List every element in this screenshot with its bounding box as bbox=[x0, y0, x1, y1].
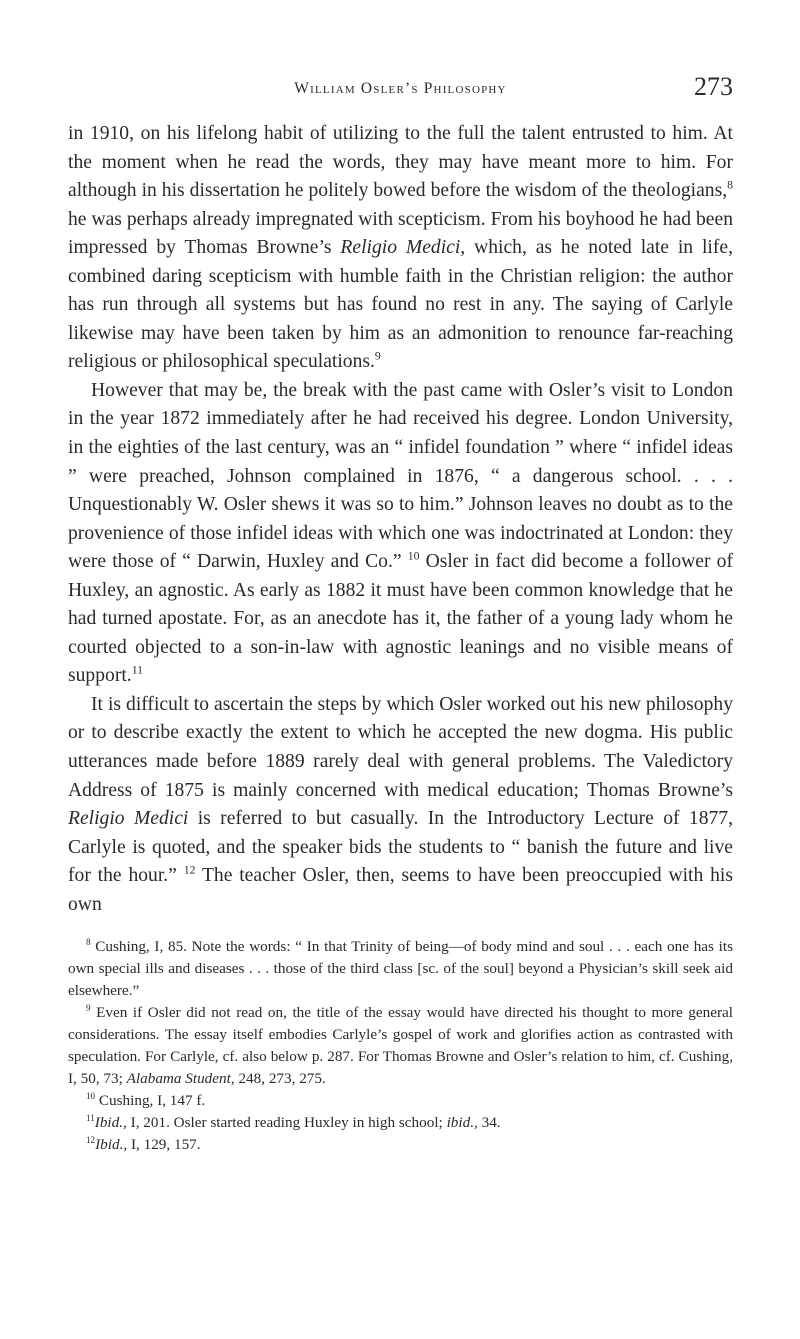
text-run: which, as he noted late in life, combined daring scepticism with humble faith in the Christian religion: the author has run through all systems but has found no rest in any. The saying of Carlyle likewise may have been taken by him as an admonition to renounce far-reaching religious or philosophical speculations. bbox=[68, 237, 733, 373]
book-title-italic: Religio Medici bbox=[68, 808, 189, 830]
paragraph-2 bbox=[68, 377, 733, 691]
text-run: he was perhaps already impregnated with scepticism. From his boyhood he had been impressed by Thomas Browne’s bbox=[68, 208, 733, 259]
paragraph-3 bbox=[68, 691, 733, 919]
footnote-ref-12: 12 bbox=[183, 863, 196, 877]
footnote-italic: Alabama Student, bbox=[126, 1070, 235, 1088]
footnote-number: 8 bbox=[86, 937, 91, 948]
footnote-italic: Ibid., bbox=[94, 1114, 127, 1132]
footnote-italic: Ibid., bbox=[95, 1136, 128, 1154]
footnote-text: Cushing, I, 85. Note the words: “ In that Trinity of being—of body mind and soul . . . each one has its own special ills and diseases . . . those of the third class [sc. of the soul] beyond a Physician’s skill seek aid elsewhere.” bbox=[68, 938, 733, 1000]
footnote-8 bbox=[68, 936, 733, 1002]
book-title-italic: Religio Medici, bbox=[340, 237, 466, 259]
text-run: Osler in fact did become a follower of Huxley, an agnostic. As early as 1882 it must have been common knowledge that he had turned apostate. For, as an anecdote has it, the father of a young lady whom he courted objected to a son-in-law with agnostic leanings and no visible means of support. bbox=[68, 551, 733, 687]
footnote-ref-10: 10 bbox=[407, 549, 420, 563]
book-page bbox=[68, 68, 733, 1156]
running-head: William Osler’s Philosophy bbox=[294, 80, 507, 97]
footnote-italic: ibid., bbox=[446, 1114, 478, 1132]
footnote-text: 34. bbox=[477, 1114, 501, 1132]
text-run: in 1910, on his lifelong habit of utilizing to the full the talent entrusted to him. At the moment when he read the words, they may have meant more to him. For although in his dissertation he politely bowed before the wisdom of the theologians, bbox=[68, 123, 733, 202]
paragraph-1 bbox=[68, 120, 733, 377]
footnote-text: 248, 273, 275. bbox=[234, 1070, 326, 1088]
body-text bbox=[68, 120, 733, 919]
page-header bbox=[68, 68, 733, 100]
footnote-ref-8: 8 bbox=[727, 178, 733, 192]
footnotes bbox=[68, 936, 733, 1156]
footnote-number: 12 bbox=[86, 1135, 96, 1146]
text-run: The teacher Osler, then, seems to have been preoccupied with his own bbox=[68, 865, 733, 915]
footnote-text: Cushing, I, 147 f. bbox=[95, 1092, 206, 1110]
footnote-9 bbox=[68, 1002, 733, 1090]
footnote-10 bbox=[68, 1090, 733, 1112]
footnote-ref-9: 9 bbox=[374, 349, 381, 363]
footnote-text: I, 201. Osler started reading Huxley in high school; bbox=[126, 1114, 447, 1132]
page-number: 273 bbox=[694, 72, 733, 101]
footnote-number: 10 bbox=[86, 1091, 96, 1102]
footnote-text: I, 129, 157. bbox=[127, 1136, 201, 1154]
footnote-11 bbox=[68, 1112, 733, 1134]
text-run: However that may be, the break with the past came with Osler’s visit to London in the year 1872 immediately after he had received his degree. London University, in the eighties of the last century, was an “ infidel foundation ” where “ infidel ideas ” were preached, Johnson complained in 1876, “ a dangerous school. . . . Unquestionably W. Osler shews it was so to him.” Johnson leaves no doubt as to the provenience of those infidel ideas with which one was indoctrinated at London: they were those of “ Darwin, Huxley and Co.” bbox=[68, 379, 733, 573]
footnote-number: 11 bbox=[86, 1113, 95, 1124]
footnote-number: 9 bbox=[86, 1003, 91, 1014]
footnote-12 bbox=[68, 1134, 733, 1156]
text-run: is referred to but casually. In the Introductory Lecture of 1877, Carlyle is quoted, and the speaker bids the students to “ banish the future and live for the hour.” bbox=[68, 808, 733, 887]
footnote-ref-11: 11 bbox=[131, 663, 144, 677]
text-run: It is difficult to ascertain the steps by which Osler worked out his new philosophy or to describe exactly the extent to which he accepted the new dogma. His public utterances made before 1889 rarely deal with general problems. The Valedictory Address of 1875 is mainly concerned with medical education; Thomas Browne’s bbox=[68, 693, 733, 801]
footnote-text: Even if Osler did not read on, the title of the essay would have directed his thought to more general considerations. The essay itself embodies Carlyle’s gospel of work and glorifies action as contrasted with speculation. For Carlyle, cf. also below p. 287. For Thomas Browne and Osler’s relation to him, cf. Cushing, I, 50, 73; bbox=[68, 1004, 733, 1088]
